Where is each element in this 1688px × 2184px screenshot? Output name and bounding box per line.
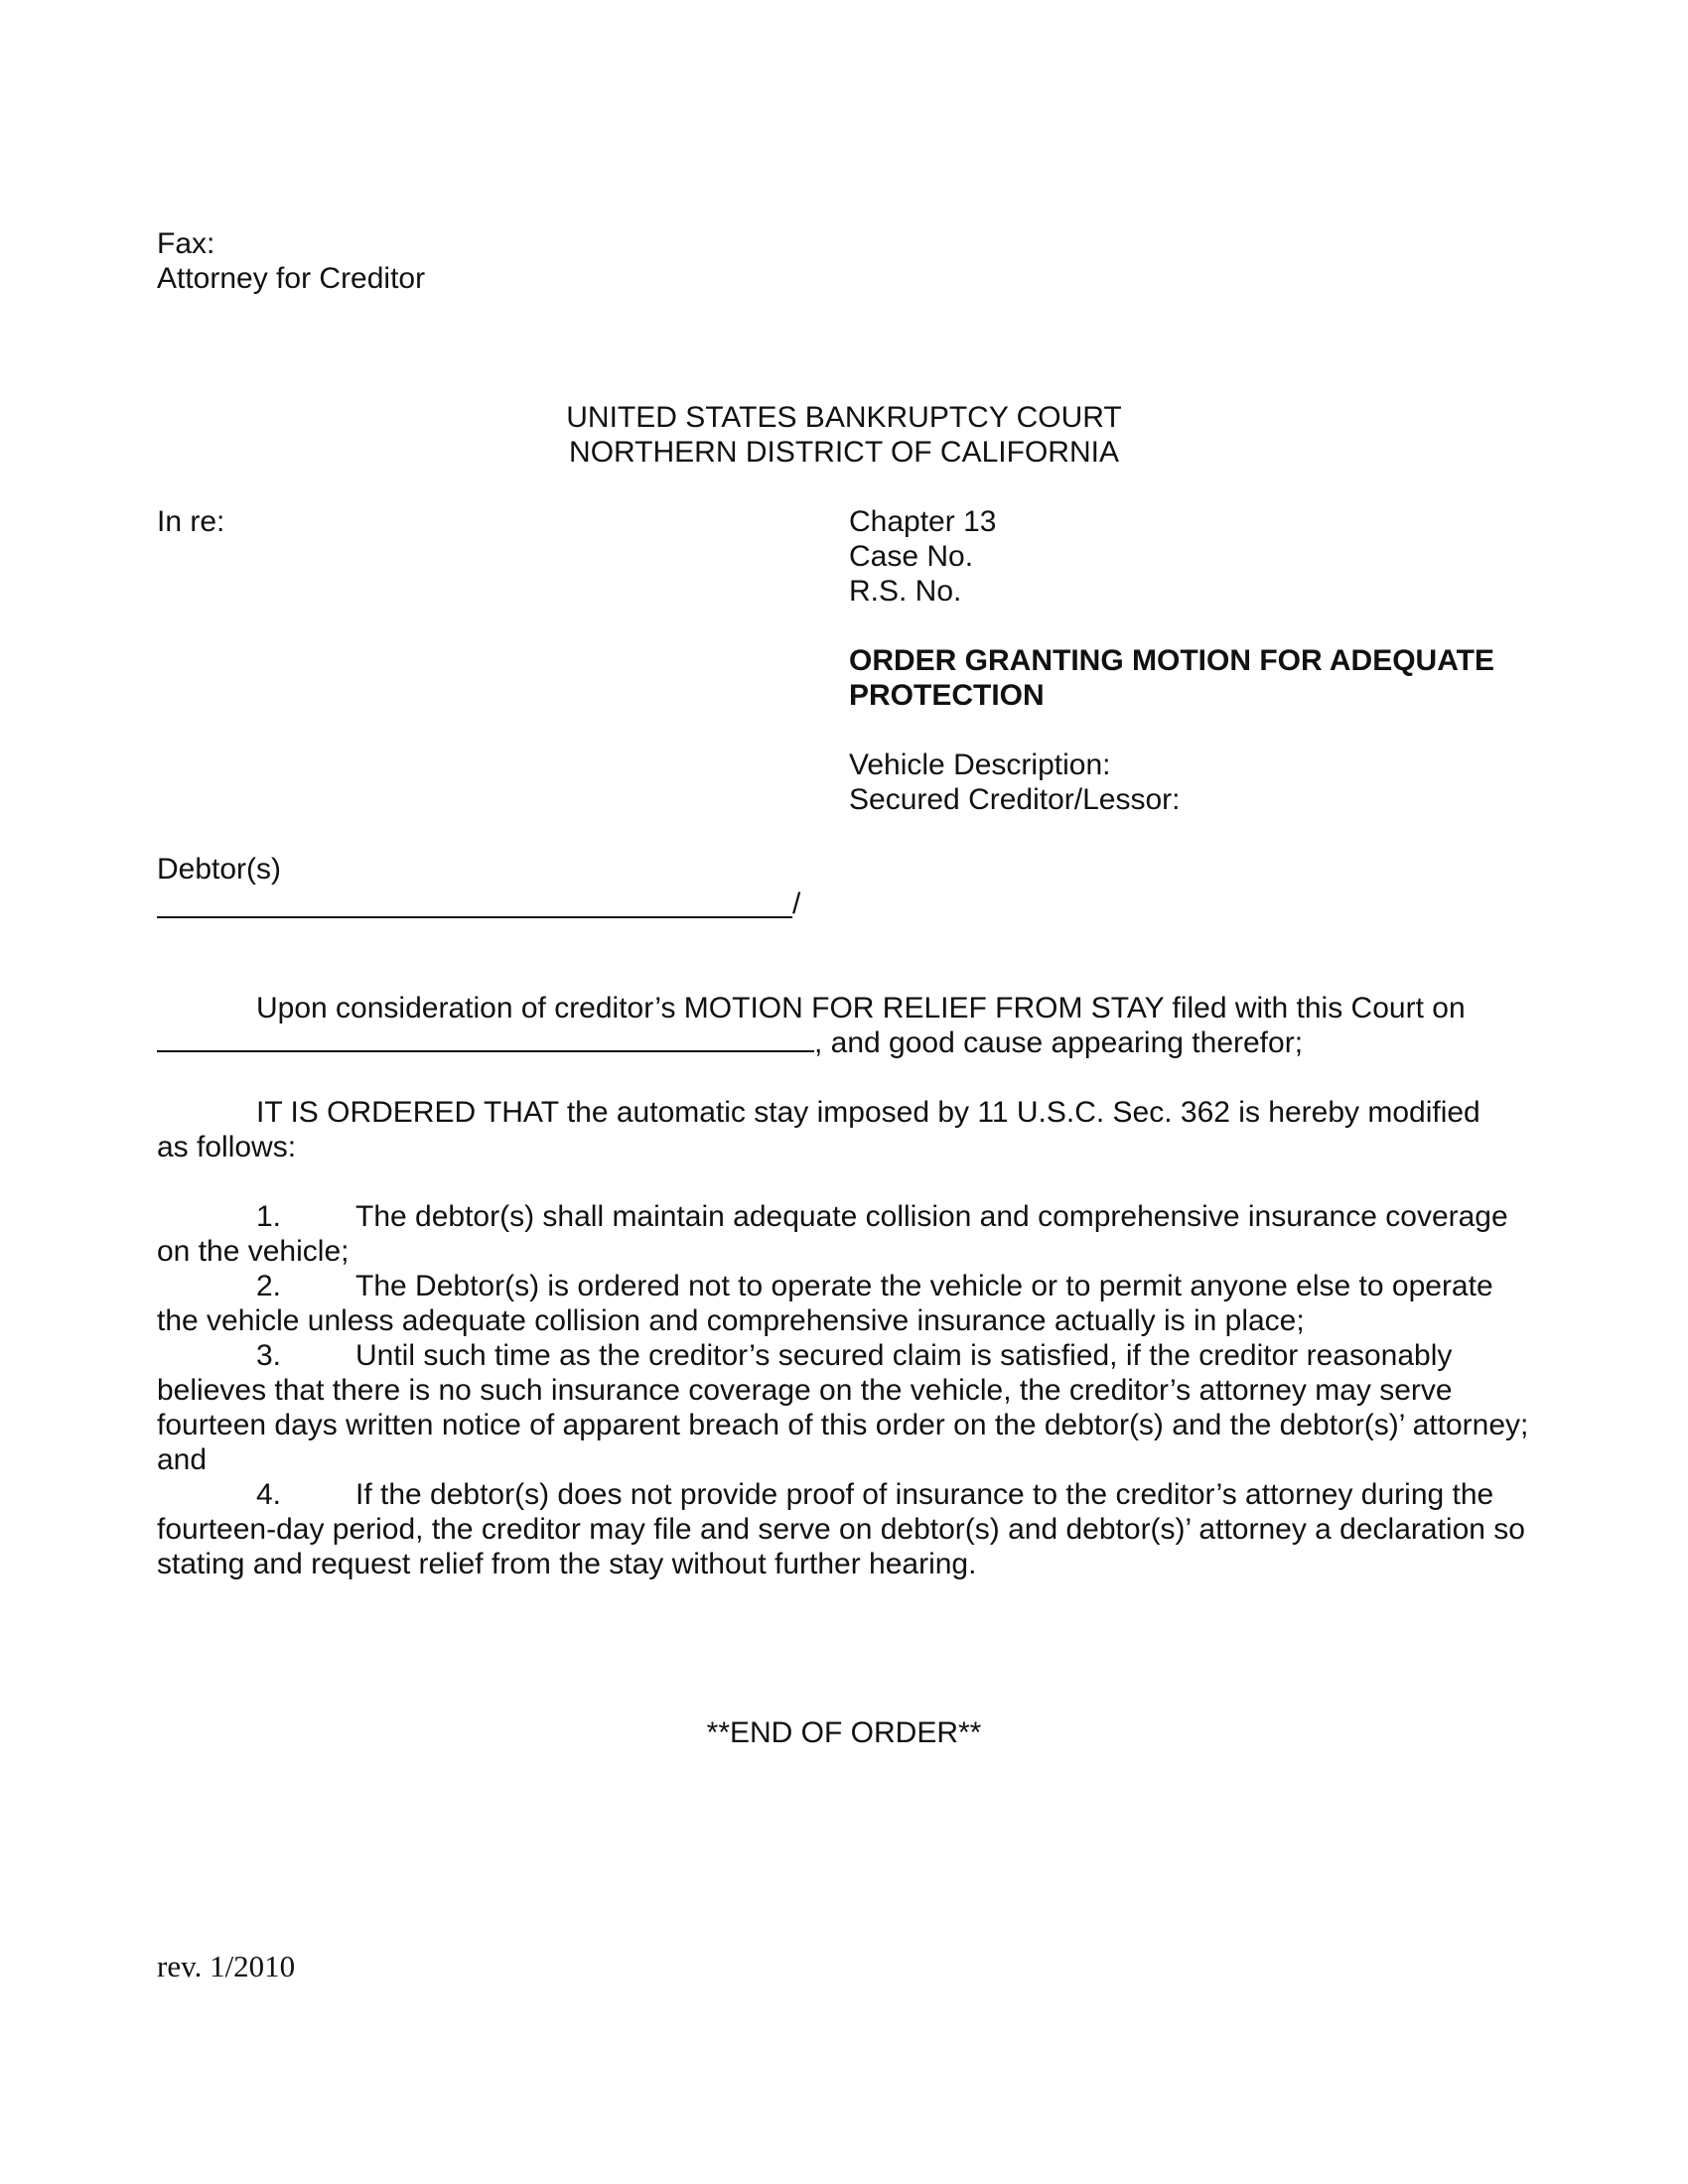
chapter-label: Chapter 13 [849, 505, 997, 538]
ordered-line2: as follows: [157, 1131, 297, 1163]
vehicle-description-label: Vehicle Description: [849, 749, 1111, 781]
consideration-line1: Upon consideration of creditor’s MOTION FOR RELIEF FROM STAY filed with this Court on [256, 992, 1466, 1024]
in-re-label: In re: [157, 505, 225, 538]
debtor-signature-line [157, 916, 792, 918]
filing-date-blank [157, 1050, 814, 1052]
order-title-line1: ORDER GRANTING MOTION FOR ADEQUATE [849, 644, 1494, 677]
order-title-line2: PROTECTION [849, 679, 1045, 712]
order-item-number: 4. [256, 1478, 282, 1511]
order-item-text: Until such time as the creditor’s secured claim is satisfied, if the creditor reasonably [355, 1339, 1453, 1372]
order-item-text-cont: on the vehicle; [157, 1235, 350, 1268]
order-item-text-cont: the vehicle unless adequate collision and comprehensive insurance actually is in place; [157, 1304, 1305, 1337]
attorney-for-creditor: Attorney for Creditor [157, 262, 426, 295]
order-item-text-cont: fourteen-day period, the creditor may file and serve on debtor(s) and debtor(s)’ attorney a declaration so stating and request relief from the stay without further hearing. [157, 1513, 1525, 1580]
order-item-number: 3. [256, 1339, 282, 1372]
consideration-line2: , and good cause appearing therefor; [814, 1026, 1304, 1059]
case-no-label: Case No. [849, 540, 974, 573]
order-item-1 [157, 1199, 1547, 1269]
debtors-label: Debtor(s) [157, 853, 282, 886]
order-item-number: 1. [256, 1200, 282, 1233]
order-item-text: The debtor(s) shall maintain adequate collision and comprehensive insurance coverage [355, 1200, 1508, 1233]
end-of-order: **END OF ORDER** [706, 1716, 982, 1749]
secured-creditor-label: Secured Creditor/Lessor: [849, 783, 1181, 816]
rs-no-label: R.S. No. [849, 575, 962, 608]
order-item-number: 2. [256, 1270, 282, 1302]
revision-note: rev. 1/2010 [157, 1949, 296, 1983]
fax-label: Fax: [157, 227, 215, 260]
order-item-3 [157, 1338, 1547, 1477]
order-item-text: If the debtor(s) does not provide proof of insurance to the creditor’s attorney during the [355, 1478, 1494, 1511]
ordered-line1: IT IS ORDERED THAT the automatic stay imposed by 11 U.S.C. Sec. 362 is hereby modified [256, 1096, 1480, 1129]
court-district: NORTHERN DISTRICT OF CALIFORNIA [569, 436, 1119, 469]
order-item-text: The Debtor(s) is ordered not to operate the vehicle or to permit anyone else to operate [355, 1270, 1493, 1302]
caption-slash: / [792, 887, 801, 920]
court-name: UNITED STATES BANKRUPTCY COURT [566, 401, 1122, 434]
order-item-2 [157, 1269, 1547, 1338]
order-item-4 [157, 1477, 1547, 1581]
order-item-text-cont: believes that there is no such insurance coverage on the vehicle, the creditor’s attorney may serve fourteen days written notice of apparent breach of this order on the debtor(s) and the debtor(s)’ attorney; and [157, 1374, 1529, 1476]
